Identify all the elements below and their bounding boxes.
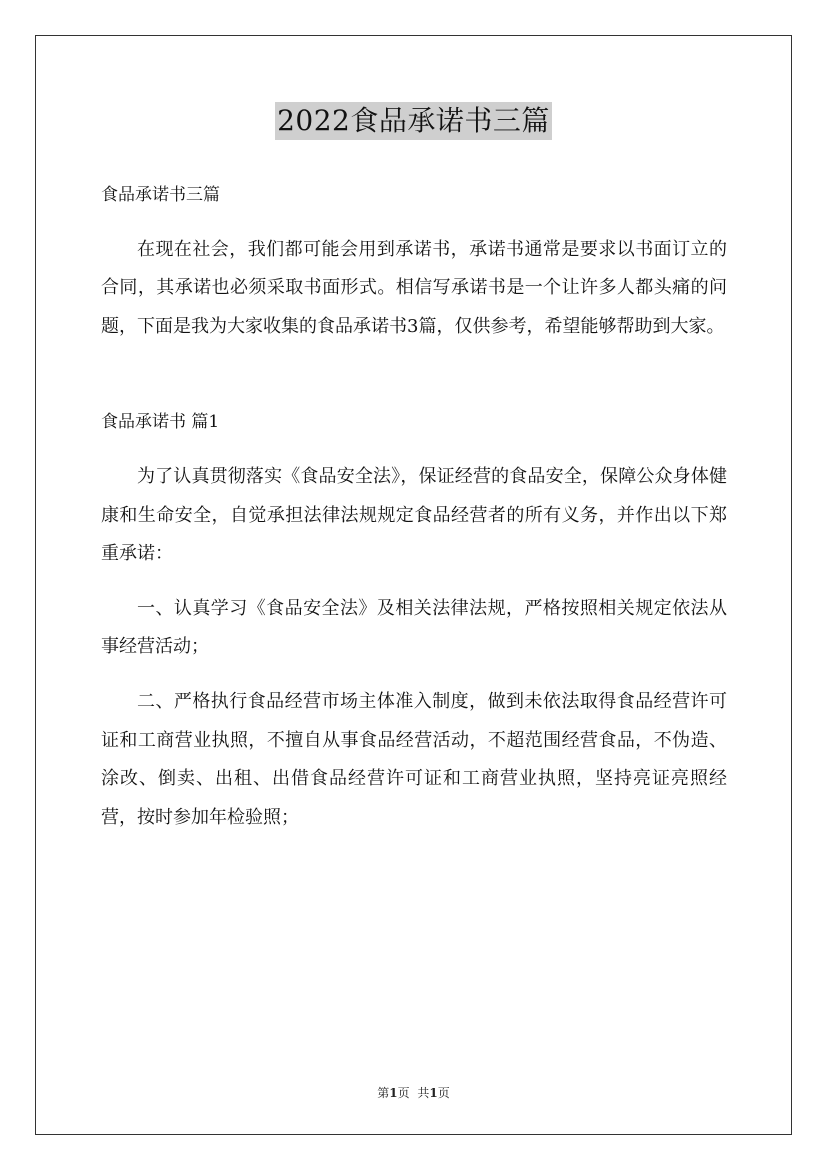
spacer (101, 346, 727, 403)
total-suffix: 页 (437, 1086, 450, 1100)
intro-heading: 食品承诺书三篇 (101, 185, 220, 205)
title-wrap (0, 102, 827, 140)
page-current: 1 (389, 1086, 398, 1100)
section1-heading: 食品承诺书 篇1 (101, 412, 220, 433)
intro-paragraph: 在现在社会，我们都可能会用到承诺书，承诺书通常是要求以书面订立的合同，其承诺也必须采取书面形式。相信写承诺书是一个让许多人都头痛的问题，下面是我为大家收集的食品承诺书3篇，仅供参考，希望能够帮助到大家。 (101, 238, 727, 337)
document-body (101, 176, 727, 837)
section1-paragraph-3: 二、严格执行食品经营市场主体准入制度，做到未依法取得食品经营许可证和工商营业执照，不擅自从事食品经营活动，不超范围经营食品，不伪造、涂改、倒卖、出租、出借食品经营许可证和工商营业执照，坚持亮证亮照经营，按时参加年检验照； (101, 690, 727, 828)
page-suffix: 页 (397, 1086, 410, 1100)
spacer (101, 442, 727, 458)
document-title: 2022食品承诺书三篇 (275, 102, 552, 140)
spacer (101, 215, 727, 231)
section1-paragraph-2: 一、认真学习《食品安全法》及相关法律法规，严格按照相关规定依法从事经营活动； (101, 597, 727, 658)
page-total: 1 (429, 1086, 438, 1100)
page-prefix: 第 (377, 1086, 390, 1100)
spacer (101, 667, 727, 683)
spacer (101, 574, 727, 590)
section1-paragraph-1: 为了认真贯彻落实《食品安全法》，保证经营的食品安全，保障公众身体健康和生命安全，自觉承担法律法规规定食品经营者的所有义务，并作出以下郑重承诺： (101, 465, 727, 565)
page-footer (0, 1084, 827, 1101)
total-prefix: 共 (417, 1086, 430, 1100)
